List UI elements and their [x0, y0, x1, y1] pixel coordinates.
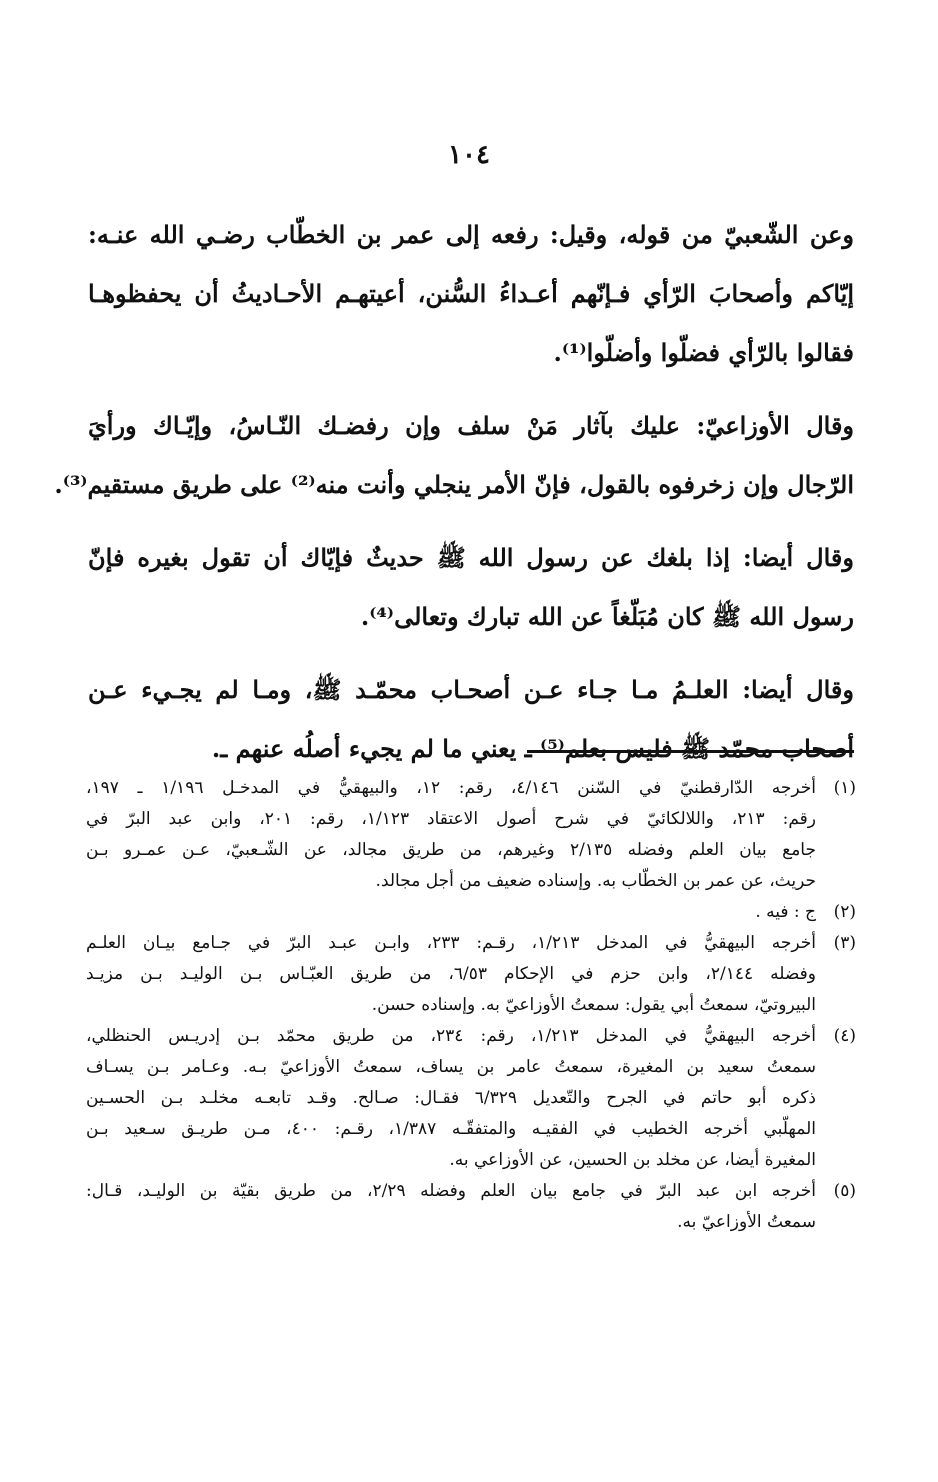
footnote-number: (٥): [833, 1181, 856, 1201]
footnote-line: أخرجه الدّارقطنيّ في السّنن ٤/١٤٦، رقم: ١٢، والبيهقيُّ في المدخـل ١/١٩٦ ـ ١٩٧،: [86, 778, 816, 798]
footnote-line: جامع بيان العلم وفضله ٢/١٣٥ وغيرهم، من طريق مجالد، عن الشّـعبيّ، عـن عمـرو بـن: [86, 840, 816, 860]
page-number: ١٠٤: [448, 140, 490, 170]
text-line: فقالوا بالرّأي فضلّوا وأضلّوا⁽¹⁾.: [553, 338, 854, 367]
footnote-line: البيروتيّ، سمعتُ أبي يقول: سمعتُ الأوزاعيّ به. وإسناده حسن.: [371, 995, 816, 1015]
footnote-line: سمعتُ الأوزاعيّ به.: [677, 1212, 816, 1232]
footnote-1: [86, 773, 856, 897]
footnote-number: (٤): [833, 1026, 856, 1046]
footnote-line: أخرجه ابن عبد البرّ في جامع بيان العلم وفضله ٢/٢٩، من طريق بقيّة بن الوليـد، قـال:: [86, 1181, 816, 1201]
footnote-line: رقم: ٢١٣، واللالكائيّ في شرح أصول الاعتقاد ١/١٢٣، رقم: ٢٠١، وابن عبد البرّ في: [86, 809, 817, 829]
text-line: أصحاب محمّد ﷺ فليس بعلم⁽⁵⁾ ـ يعني ما لم يجيء أصلُه عنهم ـ.: [211, 734, 854, 763]
footnote-number: (٢): [833, 902, 856, 922]
footnote-line: حريث، عن عمر بن الخطّاب به. وإسناده ضعيف من أجل مجالد.: [375, 871, 816, 891]
footnote-line: ج : فيه .: [755, 902, 816, 922]
footnote-line: المغيرة أيضا، عن مخلد بن الحسين، عن الأوزاعي به.: [449, 1150, 816, 1170]
text-line: الرّجال وإن زخرفوه بالقول، فإنّ الأمر ينجلي وأنت منه⁽²⁾ على طريق مستقيم⁽³⁾.: [54, 470, 854, 499]
text-line: وقال أيضا: العلـمُ مـا جـاء عـن أصحـاب محمّـد ﷺ، ومـا لم يجـيء عـن: [88, 675, 854, 704]
paragraph-awzai-2: [88, 528, 854, 646]
text-line: وقال أيضا: إذا بلغك عن رسول الله ﷺ حديثٌ فإيّاك أن تقول بغيره فإنّ: [88, 543, 854, 572]
main-text: [54, 205, 855, 792]
footnote-line: أخرجه البيهقيُّ في المدخل ١/٢١٣، رقم: ٢٣٤، من طريق محمّد بـن إدريـس الحنظلي،: [86, 1026, 816, 1046]
footnote-line: سمعتُ سعيد بن المغيرة، سمعتُ عامر بن يساف، سمعتُ الأوزاعيّ بـه. وعـامر بـن يسـاف: [86, 1057, 816, 1077]
paragraph-awzai-1: [54, 396, 855, 514]
text-line: رسول الله ﷺ كان مُبَلّغاً عن الله تبارك وتعالى⁽⁴⁾.: [360, 602, 854, 631]
footnote-line: وفضله ٢/١٤٤، وابن حزم في الإحكام ٦/٥٣، من طريق العبّـاس بـن الوليـد بـن مزيـد: [86, 964, 817, 984]
footnote-separator: [527, 750, 854, 753]
footnote-2: [86, 897, 856, 928]
paragraph-shabi: [88, 205, 854, 382]
text-line: إيّاكم وأصحابَ الرّأي فـإنّهم أعـداءُ السُّنن، أعيتهـم الأحـاديثُ أن يحفظوهـا: [88, 279, 854, 308]
footnote-number: (١): [833, 778, 856, 798]
footnote-3: [86, 928, 856, 1021]
footnote-4: [86, 1021, 856, 1176]
text-line: وقال الأوزاعيّ: عليك بآثار مَنْ سلف وإن رفضـك النّـاسُ، وإيّـاك ورأيَ: [88, 411, 855, 440]
footnotes: [86, 773, 856, 1238]
footnote-line: أخرجه البيهقيُّ في المدخل ١/٢١٣، رقـم: ٢٣٣، وابـن عبـد البرّ في جـامع بيـان العلـم: [86, 933, 817, 953]
footnote-line: ذكره أبو حاتم في الجرح والتّعديل ٦/٣٢٩ فقـال: صـالح. وقـد تابعـه مخلـد بـن الحسـين: [86, 1088, 816, 1108]
footnote-line: المهلّبي أخرجه الخطيب في الفقيـه والمتفقّـه ١/٣٨٧، رقـم: ٤٠٠، مـن طريـق سـعيد بـن: [86, 1119, 817, 1139]
text-line: وعن الشّعبيّ من قوله، وقيل: رفعه إلى عمر بن الخطّاب رضـي الله عنـه:: [88, 220, 854, 249]
paragraph-awzai-3: [88, 660, 854, 778]
footnote-5: [86, 1176, 856, 1238]
footnote-number: (٣): [833, 933, 856, 953]
